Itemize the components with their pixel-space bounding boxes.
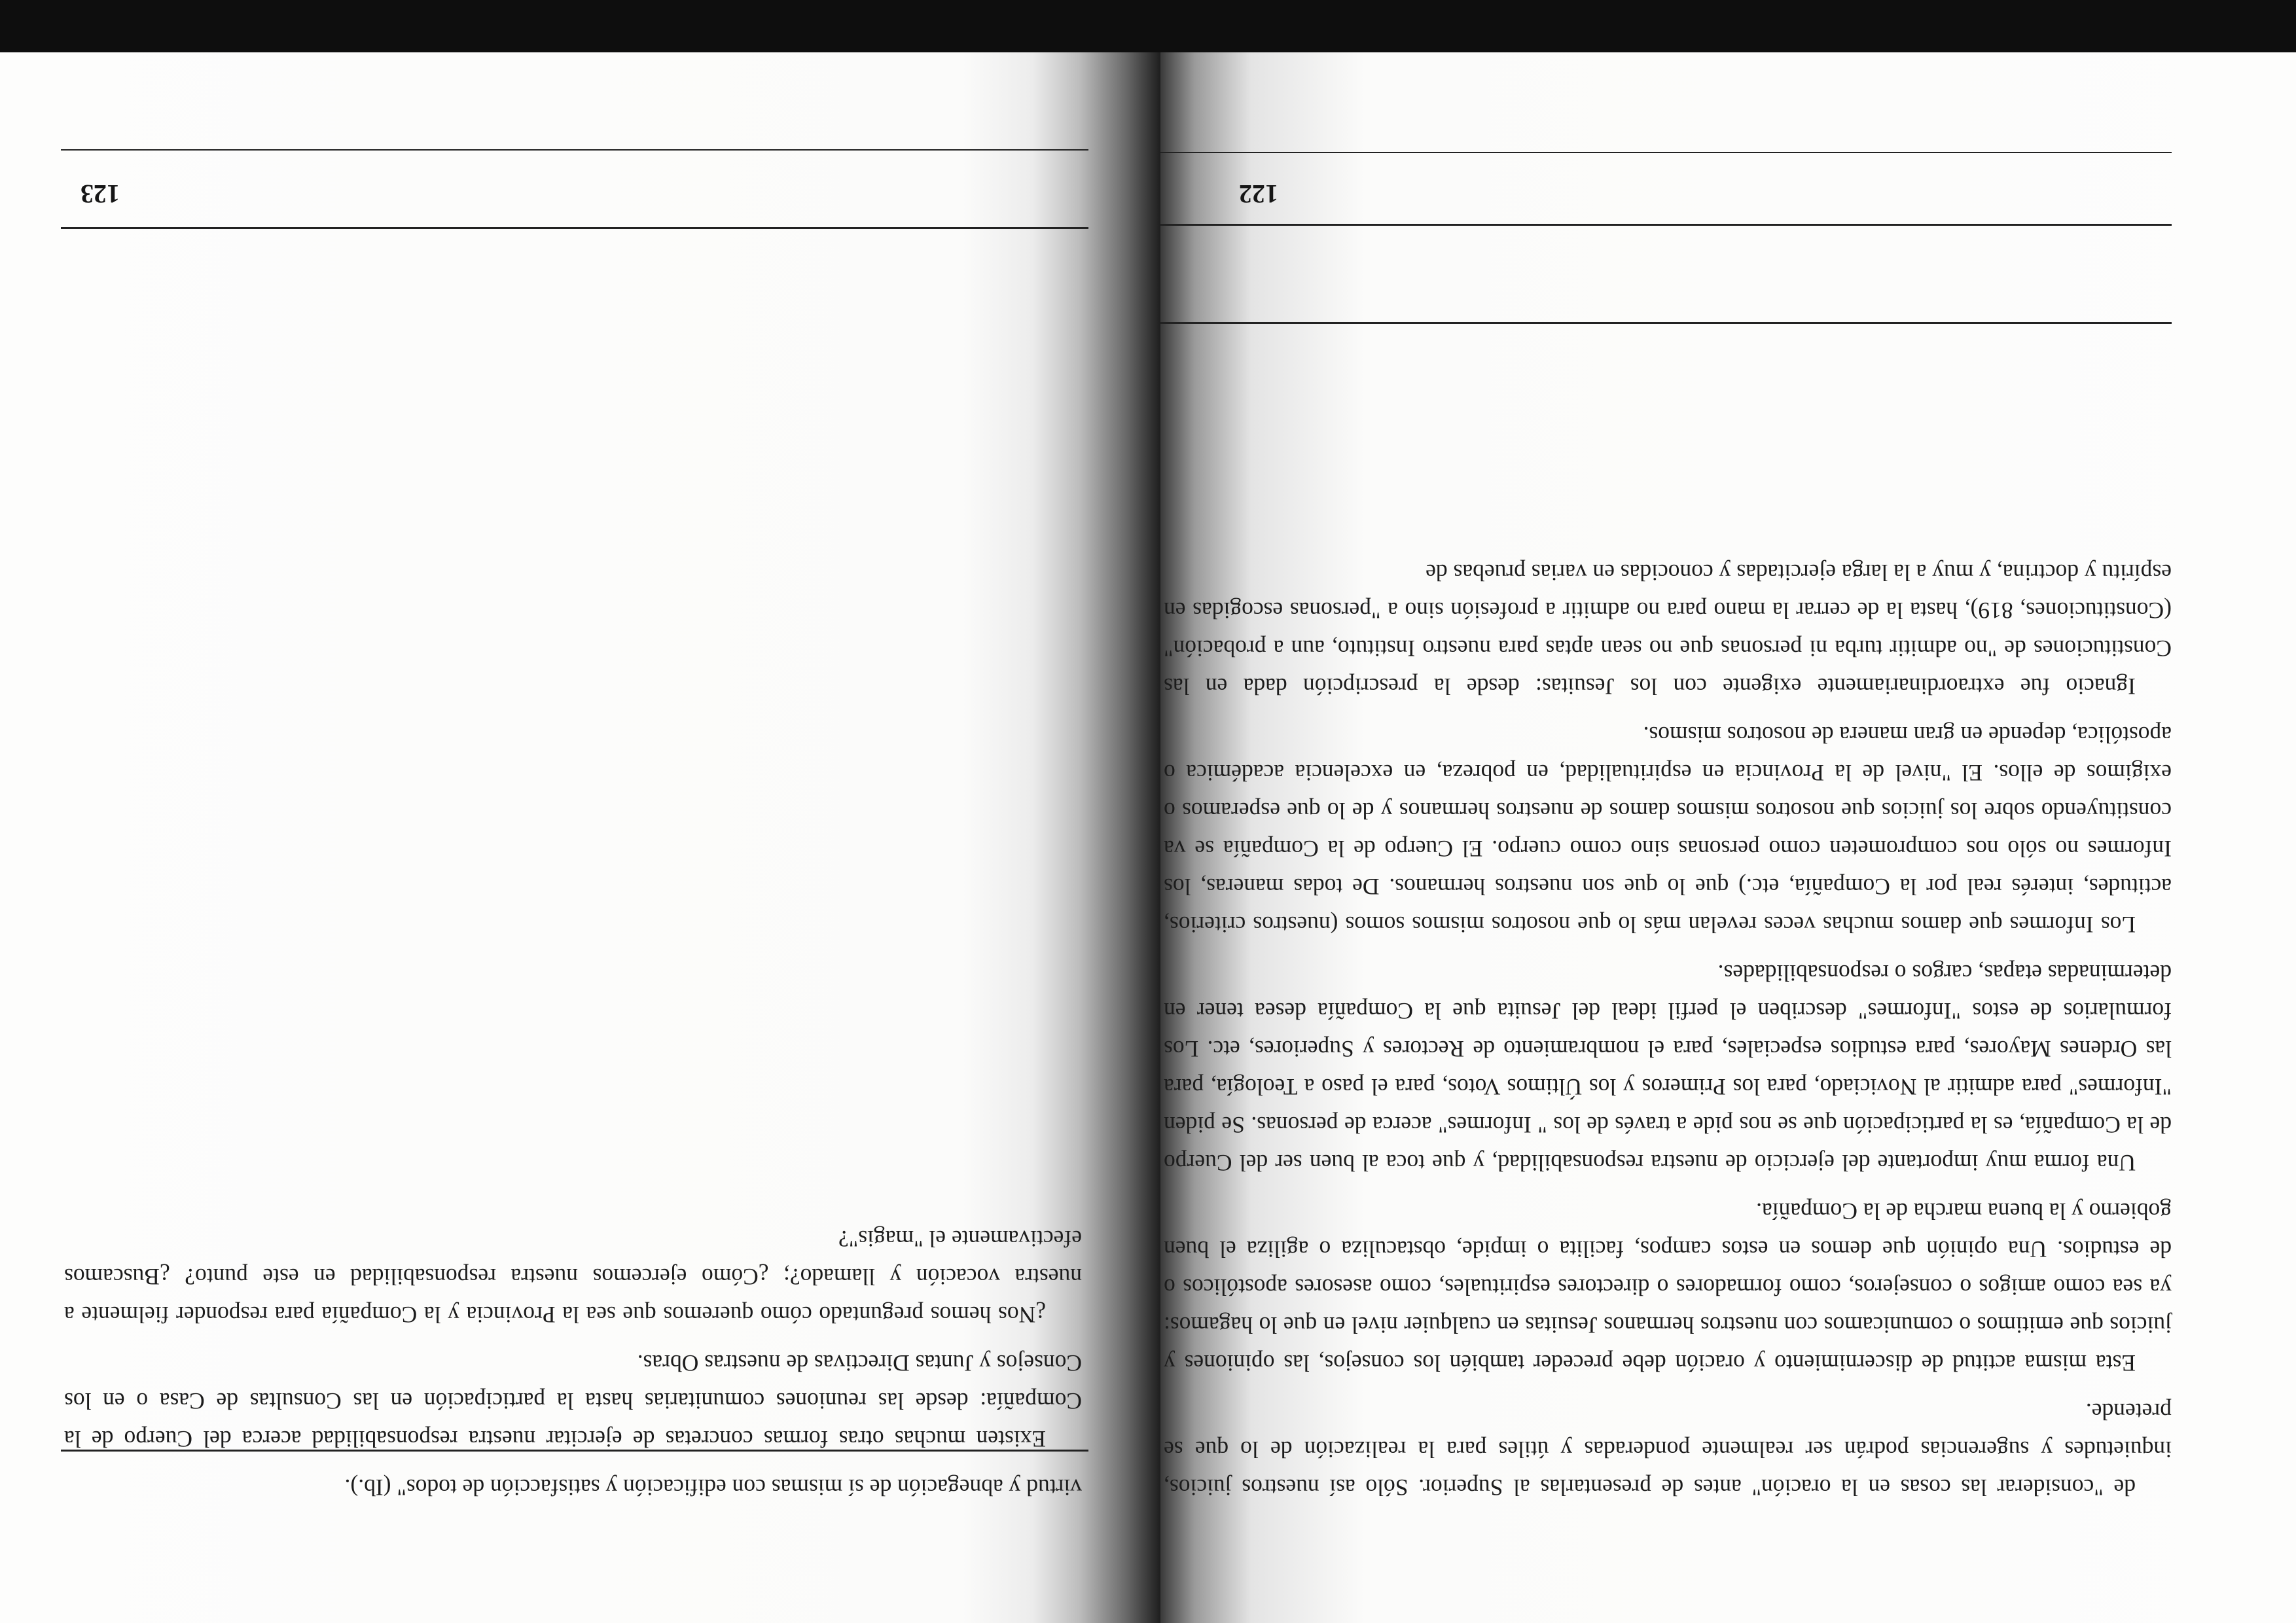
footer-rule-top xyxy=(1160,224,2172,226)
paragraph: Los Informes que damos muchas veces revelan más lo que nosotros mismos somos (nuestros criterios, actitudes, interés real por la Compañía, etc.) que lo que son nuestros hermanos. De todas maneras, los Informes no sólo nos comprometen como personas sino como cuerpo. El Cuerpo de la Compañía se va constituyendo sobre los juicios que nosotros mismos damos de nuestros hermanos y de lo que esperamos o exigimos de ellos. El "nivel de la Provincia en espiritualidad, en pobreza, en excelencia académica o apostólica, depende en gran manera de nosotros mismos. xyxy=(1164,722,2172,938)
divider-rule xyxy=(1160,322,2172,324)
footer-rule-bottom xyxy=(1160,152,2172,153)
header-rule xyxy=(61,1450,1088,1452)
paragraph: Ignacio fue extraordinariamente exigente con los Jesuitas: desde la prescripción dada en las Constituciones de "no admitir turba ni personas que no sean aptas para nuestro Instituto, aun a probación" (Constituciones, 819), hasta la de cerrar la mano para no admitir a profesión sino a "personas escogidas en espíritu y doctrina, y muy a la larga ejercitadas y conocidas en varias pruebas de xyxy=(1164,560,2172,700)
page-122-body xyxy=(1164,554,2172,1507)
page-123 xyxy=(0,52,1160,1623)
paragraph: de "considerar las cosas en la oración" antes de presentarlas al Superior. Sólo así nuestros juicios, inquietudes y sugerencias podrán ser realmente ponderadas y útiles para la realización de lo que se pretende. xyxy=(1164,1399,2172,1501)
paragraph: ¿Nos hemos preguntado cómo queremos que sea la Provincia y la Compañía para responder fielmente a nuestra vocación y llamado?; ¿Cómo ejercemos nuestra responsabilidad en este punto? ¿Buscamos efectivamente el "magis"? xyxy=(64,1226,1082,1328)
footer-rule-top xyxy=(61,227,1088,229)
paragraph: Existen muchas otras formas concretas de ejercitar nuestra responsabilidad acerca del Cuerpo de la Compañía: desde las reuniones comunitarias hasta la participación en las Consultas de Casa o en los Consejos y Juntas Directivas de nuestras Obras. xyxy=(64,1350,1082,1452)
page-number: 123 xyxy=(81,179,120,209)
page-122 xyxy=(1160,52,2296,1623)
page-123-body xyxy=(64,1220,1082,1507)
paragraph: virtud y abnegación de sí mismas con edificación y satisfacción de todos" (Ib.). xyxy=(344,1474,1082,1501)
paragraph: Esta misma actitud de discernimiento y oración debe preceder también los consejos, las opiniones y juicios que emitimos o comunicamos con nuestros hermanos Jesuitas en cualquier nivel en que lo hagamos: ya sea como amigos o consejeros, como formadores o directores espirituales, como asesores apostólicos o de estudios. Una opinión que demos en estos campos, facilita o impide, obstaculiza o agiliza el buen gobierno y la buena marcha de la Compañía. xyxy=(1164,1198,2172,1376)
footer-rule-bottom xyxy=(61,149,1088,151)
page-number: 122 xyxy=(1239,179,1278,209)
paragraph: Una forma muy importante del ejercicio de nuestra responsabilidad, y que toca al buen ser del Cuerpo de la Compañía, es la participación que se nos pide a través de los " Informes" acerca de personas. Se piden "Informes" para admitir al Noviciado, para los Primeros y los Últimos Votos, para el paso a Teología, para las Ordenes Mayores, para estudios especiales, para el nombramiento de Rectores y Superiores, etc. Los formularios de estos "Informes" describen el perfil ideal del Jesuita que la Compañía desea tener en determinadas etapas, cargos o responsabilidades. xyxy=(1164,960,2172,1176)
